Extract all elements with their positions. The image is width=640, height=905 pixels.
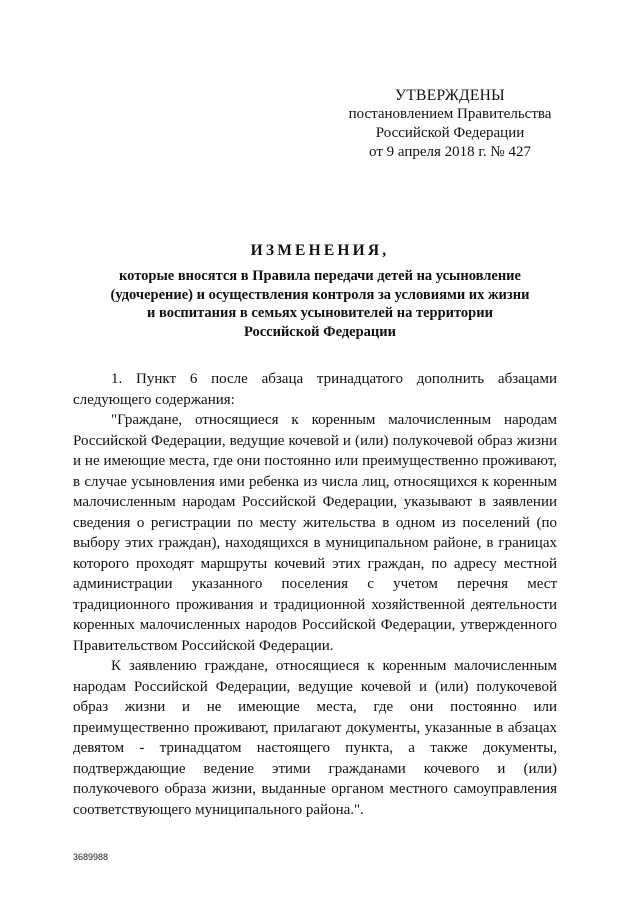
approval-line-2: Российской Федерации (375, 125, 525, 141)
heading-line-3: и воспитания в семьях усыновителей на территории (147, 305, 493, 321)
paragraph-2: "Граждане, относящиеся к коренным малочисленным народам Российской Федерации, ведущие кочевой и (или) полукочевой образ жизни и не имеющие места, где они постоянно или преимущественно проживают, в случае усыновления ими ребенка из числа лиц, относящихся к коренным малочисленным народам Российской Федерации, указывают в заявлении сведения о регистрации по месту жительства в одном из поселений (по выбору этих граждан), находящихся в муниципальном районе, в границах которого проходят маршруты кочевий этих граждан, по адресу местной администрации указанного поселения с учетом перечня мест традиционного проживания и традиционной хозяйственной деятельности коренных малочисленных народов Российской Федерации, утвержденного Правительством Российской Федерации. (73, 412, 557, 654)
document-body (73, 369, 557, 820)
heading-subtitle (60, 267, 580, 341)
approval-stamp (330, 86, 570, 162)
heading-line-4: Российской Федерации (243, 323, 396, 340)
approval-title: УТВЕРЖДЕНЫ (395, 87, 505, 104)
document-heading (60, 241, 580, 341)
approval-line-1: постановлением Правительства (348, 106, 552, 122)
heading-line-2: (удочерение) и осуществления контроля за условиями их жизни (110, 286, 530, 303)
approval-line-3: от 9 апреля 2018 г. № 427 (369, 144, 531, 160)
heading-title: ИЗМЕНЕНИЯ, (250, 242, 390, 259)
paragraph-3: К заявлению граждане, относящиеся к коренным малочисленным народам Российской Федерации, ведущие кочевой и (или) полукочевой образ жизни и не имеющие места, где они постоянно или преимущественно проживают, прилагают документы, указанные в абзацах девятом - тринадцатом настоящего пункта, а также документы, подтверждающие ведение этими гражданами кочевого и (или) полукочевого образа жизни, выданные органом местного самоуправления соответствующего муниципального района.". (73, 658, 557, 818)
heading-line-1: которые вносятся в Правила передачи детей на усыновление (119, 268, 521, 284)
document-id: 3689988 (73, 852, 109, 862)
paragraph-1: 1. Пункт 6 после абзаца тринадцатого дополнить абзацами следующего содержания: (73, 371, 557, 408)
